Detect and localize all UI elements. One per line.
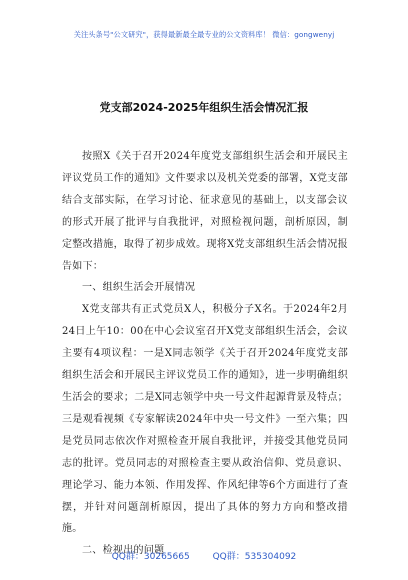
document-title: 党支部2024-2025年组织生活会情况汇报 <box>99 101 309 114</box>
detail-paragraph: X党支部共有正式党员X人，积极分子X名。于2024年2月24日上午10：00在中心会议室召开X党支部组织生活会，会议主要有4项议程：一是X同志领学《关于召开2024年度党支部组织生活会和开展民主评议党员工作的通知》，进一步明确组织生活会的要求；二是X同志领学中央一号文件起源背景及特点；三是观看视频《专家解读2024年中央一号文件》一至六集；四是党员同志依次作对照检查开展自我批评，并接受其他党员同志的批评。党员同志的对照检查主要从政治信仰、党员意识、理论学习、能力本领、作用发挥、作风纪律等6个方面进行了查摆，并针对问题剖析原因，提出了具体的努力方向和整改措施。 <box>62 304 348 535</box>
intro-paragraph: 按照X《关于召开2024年度党支部组织生活会和开展民主评议党员工作的通知》文件要求以及机关党委的部署，X党支部结合支部实际，在学习讨论、征求意见的基础上，以支部会议的形式开展了批评与自我批评，对照检视问题，剖析原因，制定整改措施，取得了初步成效。现将X党支部组织生活会情况报告如下： <box>62 151 348 272</box>
footer-qq-group-1: QQ群：30265665 <box>111 552 190 562</box>
section-heading-1: 一、组织生活会开展情况 <box>82 282 196 294</box>
document-body <box>62 146 348 562</box>
footer-contact <box>0 549 408 562</box>
section-heading-2: 二、检视出的问题 <box>82 545 165 557</box>
header-promo-note: 关注头条号"公文研究"，获得最新最全最专业的公文资料库！ 微信：gongwenyj <box>73 30 335 39</box>
footer-qq-group-2: QQ群：535304092 <box>212 552 297 562</box>
